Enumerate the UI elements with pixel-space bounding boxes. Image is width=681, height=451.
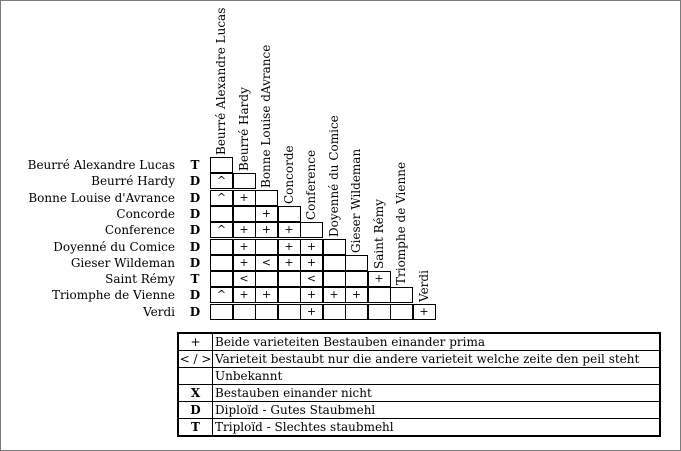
ploidy-marker: D <box>189 223 201 238</box>
legend-text: Diploïd - Gutes Staubmehl <box>213 402 661 419</box>
legend-row <box>178 419 660 437</box>
matrix-cell <box>345 304 368 320</box>
legend-symbol: X <box>178 385 213 402</box>
matrix-cell <box>210 239 233 255</box>
matrix-cell: + <box>278 255 301 271</box>
matrix-cell <box>278 287 301 303</box>
legend-row <box>178 333 660 351</box>
legend-text: Bestauben einander nicht <box>213 385 661 402</box>
legend-row <box>178 385 660 402</box>
matrix-cell: < <box>300 271 323 287</box>
ploidy-marker: D <box>189 174 201 189</box>
legend-symbol <box>178 368 213 385</box>
row-label: Doyenné du Comice <box>53 239 175 254</box>
column-label: Beurré Alexandre Lucas <box>214 7 228 155</box>
row-label: Conference <box>104 223 175 238</box>
matrix-cell <box>233 173 256 189</box>
row-label: Beurré Alexandre Lucas <box>27 158 175 172</box>
matrix-cell <box>368 287 391 303</box>
row-label: Concorde <box>116 206 175 221</box>
matrix-cell: < <box>255 255 278 271</box>
row-label: Beurré Hardy <box>91 174 175 189</box>
matrix-cell: + <box>413 304 436 320</box>
matrix-cell <box>255 190 278 206</box>
matrix-cell: + <box>368 271 391 287</box>
row-label: Saint Rémy <box>105 272 175 287</box>
matrix-cell: + <box>255 206 278 222</box>
column-label: Doyenné du Comice <box>326 114 341 237</box>
matrix-cell <box>345 255 368 271</box>
ploidy-marker: D <box>189 304 201 319</box>
row-label: Verdi <box>143 304 175 319</box>
column-label: Verdi <box>416 269 431 302</box>
matrix-cell: + <box>233 287 256 303</box>
matrix-cell: + <box>233 255 256 271</box>
legend-symbol: < / > <box>179 351 212 366</box>
legend-symbol: + <box>178 333 213 351</box>
matrix-cell: ^ <box>210 222 233 238</box>
legend-row <box>178 351 660 368</box>
matrix-cell: + <box>233 190 256 206</box>
matrix-cell: + <box>278 222 301 238</box>
legend-text: Triploïd - Slechtes staubmehl <box>213 419 661 437</box>
matrix-cell <box>278 206 301 222</box>
matrix-cell: + <box>300 287 323 303</box>
matrix-cell: + <box>300 304 323 320</box>
row-label: Triomphe de Vienne <box>51 288 175 303</box>
row-label: Bonne Louise d'Avrance <box>28 190 175 205</box>
legend-table <box>177 332 661 437</box>
matrix-cell <box>323 304 346 320</box>
matrix-cell: + <box>255 287 278 303</box>
ploidy-marker: D <box>189 255 201 270</box>
matrix-cell <box>233 206 256 222</box>
matrix-cell: + <box>233 239 256 255</box>
column-label: Beurré Hardy <box>236 87 251 172</box>
column-label: Concorde <box>281 145 296 204</box>
column-label: Saint Rémy <box>371 199 386 270</box>
matrix-cell: + <box>345 287 368 303</box>
column-label: Bonne Louise dAvrance <box>259 44 273 188</box>
matrix-cell <box>278 304 301 320</box>
ploidy-marker: T <box>190 158 200 172</box>
row-label: Gieser Wildeman <box>70 255 175 270</box>
ploidy-marker: T <box>190 272 200 287</box>
matrix-cell <box>210 304 233 320</box>
matrix-cell <box>255 304 278 320</box>
column-label: Conference <box>304 150 318 221</box>
matrix-cell: + <box>300 255 323 271</box>
matrix-cell <box>323 239 346 255</box>
legend-row <box>178 402 660 419</box>
legend-symbol: T <box>178 419 213 437</box>
ploidy-marker: D <box>189 206 201 221</box>
matrix-cell: < <box>233 271 256 287</box>
matrix-cell: + <box>255 222 278 238</box>
matrix-cell: + <box>233 222 256 238</box>
matrix-cell <box>390 287 413 303</box>
legend-symbol: D <box>178 402 213 419</box>
matrix-cell <box>233 304 256 320</box>
matrix-cell <box>210 206 233 222</box>
ploidy-marker: D <box>189 190 201 205</box>
column-label: Triomphe de Vienne <box>394 162 408 286</box>
matrix-cell: ^ <box>210 190 233 206</box>
matrix-cell <box>278 271 301 287</box>
ploidy-marker: D <box>189 288 201 303</box>
legend-text: Beide varieteiten Bestauben einander prima <box>213 333 661 351</box>
matrix-cell <box>255 271 278 287</box>
matrix-cell <box>323 255 346 271</box>
matrix-cell: ^ <box>210 173 233 189</box>
matrix-cell <box>300 222 323 238</box>
matrix-cell <box>368 304 391 320</box>
matrix-cell: + <box>323 287 346 303</box>
matrix-cell <box>390 304 413 320</box>
matrix-cell <box>210 255 233 271</box>
legend-row <box>178 368 660 385</box>
column-label: Gieser Wildeman <box>349 148 363 253</box>
matrix-cell: + <box>278 239 301 255</box>
matrix-cell <box>345 271 368 287</box>
ploidy-marker: D <box>189 239 201 254</box>
matrix-cell <box>210 271 233 287</box>
matrix-cell: ^ <box>210 287 233 303</box>
legend-text: Unbekannt <box>213 368 661 385</box>
matrix-cell <box>255 239 278 255</box>
matrix-cell: + <box>300 239 323 255</box>
legend-text: Varieteit bestaubt nur die andere varieteit welche zeite den peil steht <box>213 351 661 368</box>
matrix-cell <box>210 157 233 173</box>
matrix-cell <box>323 271 346 287</box>
